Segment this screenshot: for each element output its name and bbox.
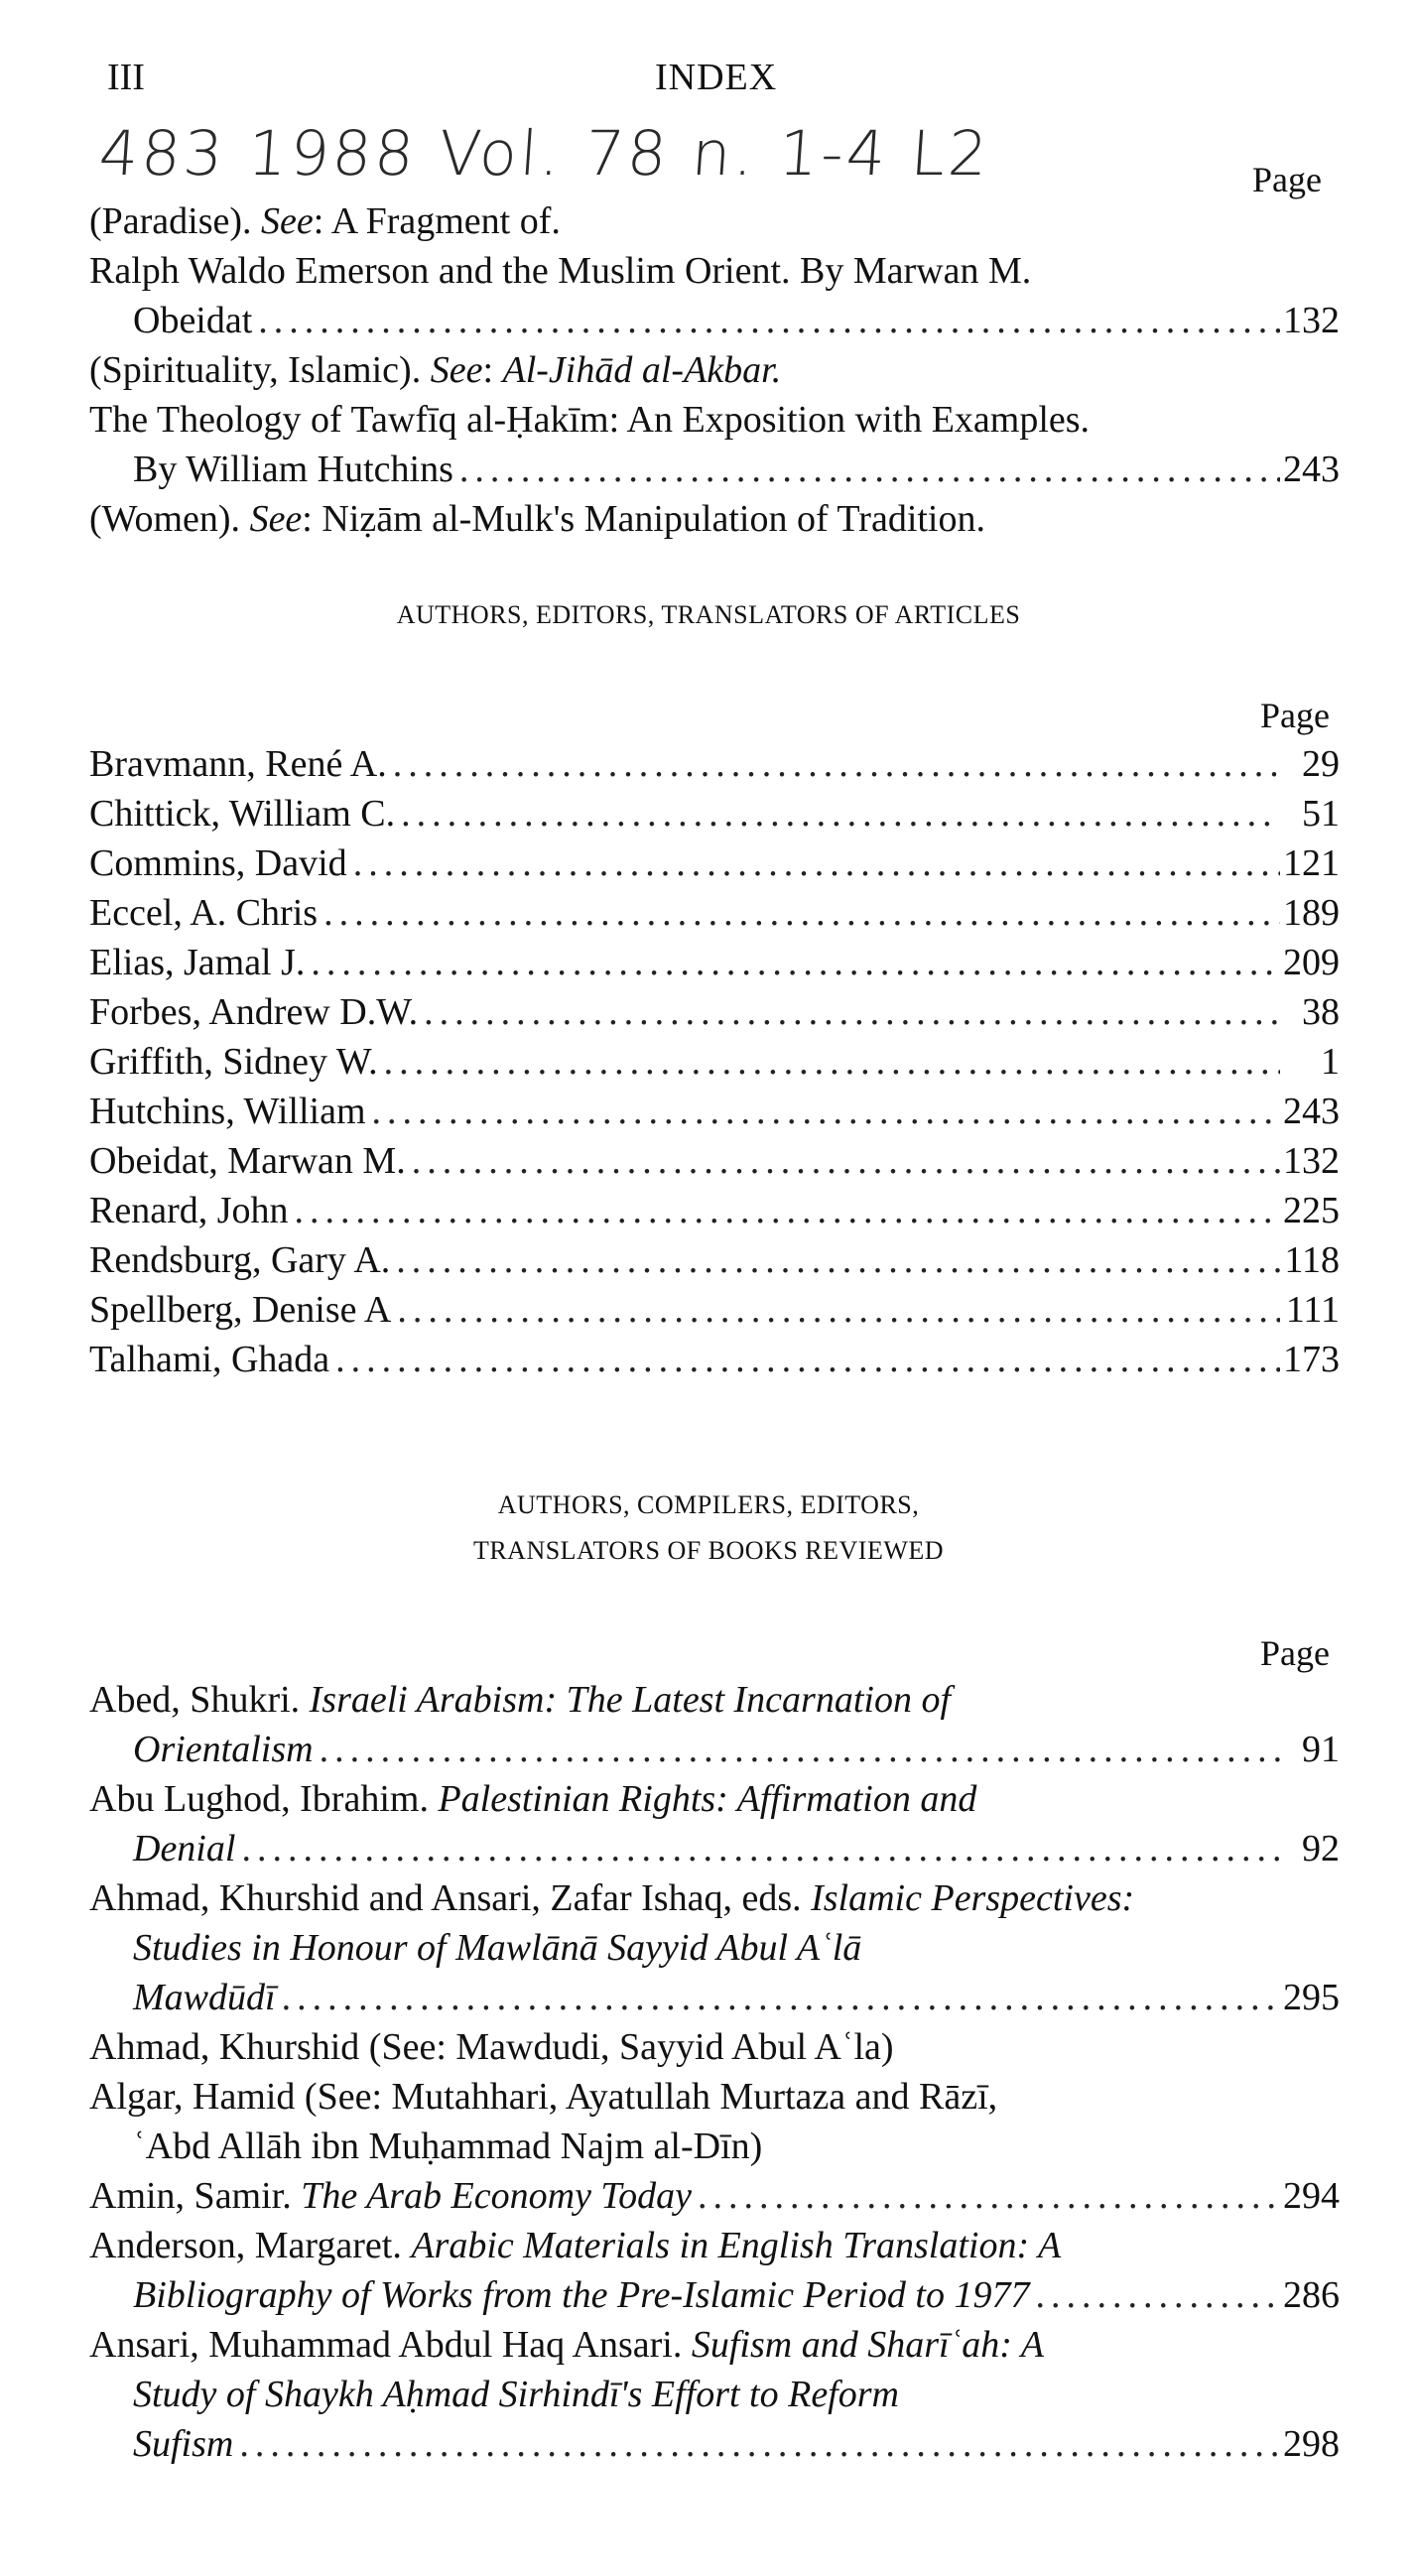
page-number: 121 [1283,842,1340,884]
leader-dots [406,1136,1280,1186]
author-name: Bravmann, René A. [89,743,387,785]
page-number: 92 [1302,1828,1340,1869]
page-number: 1 [1321,1041,1340,1083]
author-name: Spellberg, Denise A [89,1289,392,1331]
book-title-continued: Study of Shaykh Aḥmad Sirhindī's Effort to Reform [133,2374,899,2415]
leader-dots [1029,2270,1280,2320]
book-title-continued: Bibliography of Works from the Pre-Islamic Period to 1977 [133,2274,1030,2316]
leader-dots [318,888,1280,938]
leader-dots [366,1087,1280,1136]
author-name: Commins, David [89,842,347,884]
author-name: Griffith, Sidney W. [89,1041,378,1083]
author-name: Renard, John [89,1190,289,1231]
article-author-row [89,1087,1340,1136]
leader-dots [305,938,1280,987]
page-number: 132 [1283,1140,1340,1182]
book-author: Amin, Samir. [89,2175,292,2217]
book-author: Abu Lughod, Ibrahim. [89,1778,429,1820]
article-author-row [89,1136,1340,1186]
page-number: 243 [1283,449,1340,490]
page-numeral: III [107,57,145,98]
leader-dots [692,2171,1280,2221]
books-section-title-line1: AUTHORS, COMPILERS, EDITORS, [497,1490,920,1519]
article-author-row [89,938,1340,987]
book-title: Palestinian Rights: Affirmation and [438,1778,977,1820]
leader-dots [289,1186,1280,1235]
page-column-label: Page [1252,160,1322,199]
leader-dots [276,1973,1280,2022]
leader-dots [314,1725,1280,1774]
article-author-row [89,987,1340,1037]
page-number: 189 [1283,892,1340,934]
leader-dots [395,789,1280,838]
book-title-continued: Studies in Honour of Mawlānā Sayyid Abul Aʿlā [133,1927,862,1969]
page-number: 286 [1283,2274,1340,2316]
leader-dots [235,1824,1280,1873]
book-entry [89,1873,1340,2022]
books-author-list [89,1675,1340,2469]
books-section-title-line2: TRANSLATORS OF BOOKS REVIEWED [472,1536,945,1565]
book-entry [89,1774,1340,1873]
leader-dots [387,739,1280,789]
author-name: Hutchins, William [89,1091,366,1132]
book-title: Israeli Arabism: The Latest Incarnation of [309,1679,952,1721]
book-title: Sufism and Sharīʿah: A [691,2324,1044,2366]
article-author-row [89,838,1340,888]
leader-dots [347,838,1280,888]
articles-page-label: Page [1260,696,1330,735]
article-author-row [89,1037,1340,1087]
article-author-row [89,888,1340,938]
leader-dots [329,1335,1280,1384]
page-number: 173 [1283,1339,1340,1380]
page-number: 294 [1283,2175,1340,2217]
page-number: 118 [1284,1239,1340,1281]
page-number: 298 [1283,2423,1340,2465]
subject-entry-emerson: Ralph Waldo Emerson and the Muslim Orient. By Marwan M. Obeidat ..... 132 [89,246,1340,345]
article-author-row [89,1235,1340,1285]
author-name: Eccel, A. Chris [89,892,319,934]
leader-dots [390,1235,1280,1285]
article-author-row [89,1335,1340,1384]
author-name: Talhami, Ghada [89,1339,330,1380]
page-number: 111 [1285,1289,1340,1331]
book-title-continued: ʿAbd Allāh ibn Muḥammad Najm al-Dīn) [133,2125,763,2167]
book-author: Ansari, Muhammad Abdul Haq Ansari. [89,2324,683,2366]
articles-author-list [89,739,1340,1384]
author-name: Elias, Jamal J. [89,942,306,983]
leader-dots [252,296,1280,345]
page-title: INDEX [655,57,778,98]
book-entry [89,2072,1340,2171]
page-number: 132 [1283,300,1340,341]
leader-dots [453,445,1280,494]
page-number: 91 [1302,1729,1340,1770]
leader-dots [378,1037,1280,1087]
page-number: 209 [1283,942,1340,983]
book-title-continued: Sufism [133,2423,234,2465]
book-author: Algar, Hamid (See: Mutahhari, Ayatullah Murtaza and Rāzī, [89,2076,998,2118]
subject-entries [89,196,1340,544]
book-entry [89,2171,1340,2221]
leader-dots [418,987,1280,1037]
page-number: 38 [1302,991,1340,1033]
author-name: Forbes, Andrew D.W. [89,991,419,1033]
book-author: Anderson, Margaret. [89,2225,402,2266]
book-author: Ahmad, Khurshid (See: Mawdudi, Sayyid Abul Aʿla) [89,2026,894,2068]
article-author-row [89,1285,1340,1335]
book-entry [89,2221,1340,2320]
subject-entry-theology: The Theology of Tawfīq al-Ḥakīm: An Exposition with Examples. By William Hutchins ..... 243 [89,395,1340,494]
article-author-row [89,739,1340,789]
leader-dots [391,1285,1280,1335]
book-title: The Arab Economy Today [301,2175,692,2217]
subject-entry-women: (Women). See: Niẓām al-Mulk's Manipulation of Tradition. [89,498,985,540]
articles-section-title: AUTHORS, EDITORS, TRANSLATORS OF ARTICLES [396,600,1021,629]
subject-entry-paradise: (Paradise). See: A Fragment of. [89,200,561,242]
author-name: Obeidat, Marwan M. [89,1140,406,1182]
author-name: Rendsburg, Gary A. [89,1239,391,1281]
books-page-label: Page [1260,1633,1330,1673]
book-entry [89,2320,1340,2469]
book-title: Arabic Materials in English Translation: A [411,2225,1062,2266]
subject-entry-spirituality: (Spirituality, Islamic). See: Al-Jihād al-Akbar. [89,349,782,391]
handwritten-note: 483 1988 Vol. 78 n. 1-4 L2 [96,117,993,190]
book-author: Abed, Shukri. [89,1679,301,1721]
book-title-continued: Mawdūdī [133,1977,276,2018]
book-title: Islamic Perspectives: [811,1877,1135,1919]
book-entry [89,2022,1340,2072]
book-entry [89,1675,1340,1774]
book-author: Ahmad, Khurshid and Ansari, Zafar Ishaq, eds. [89,1877,802,1919]
leader-dots [233,2419,1280,2469]
page-number: 29 [1302,743,1340,785]
page-number: 51 [1302,793,1340,835]
book-title-continued: Orientalism [133,1729,314,1770]
page-number: 243 [1283,1091,1340,1132]
book-title-continued: Denial [133,1828,236,1869]
article-author-row [89,1186,1340,1235]
author-name: Chittick, William C. [89,793,396,835]
page-number: 225 [1283,1190,1340,1231]
article-author-row [89,789,1340,838]
page-number: 295 [1283,1977,1340,2018]
